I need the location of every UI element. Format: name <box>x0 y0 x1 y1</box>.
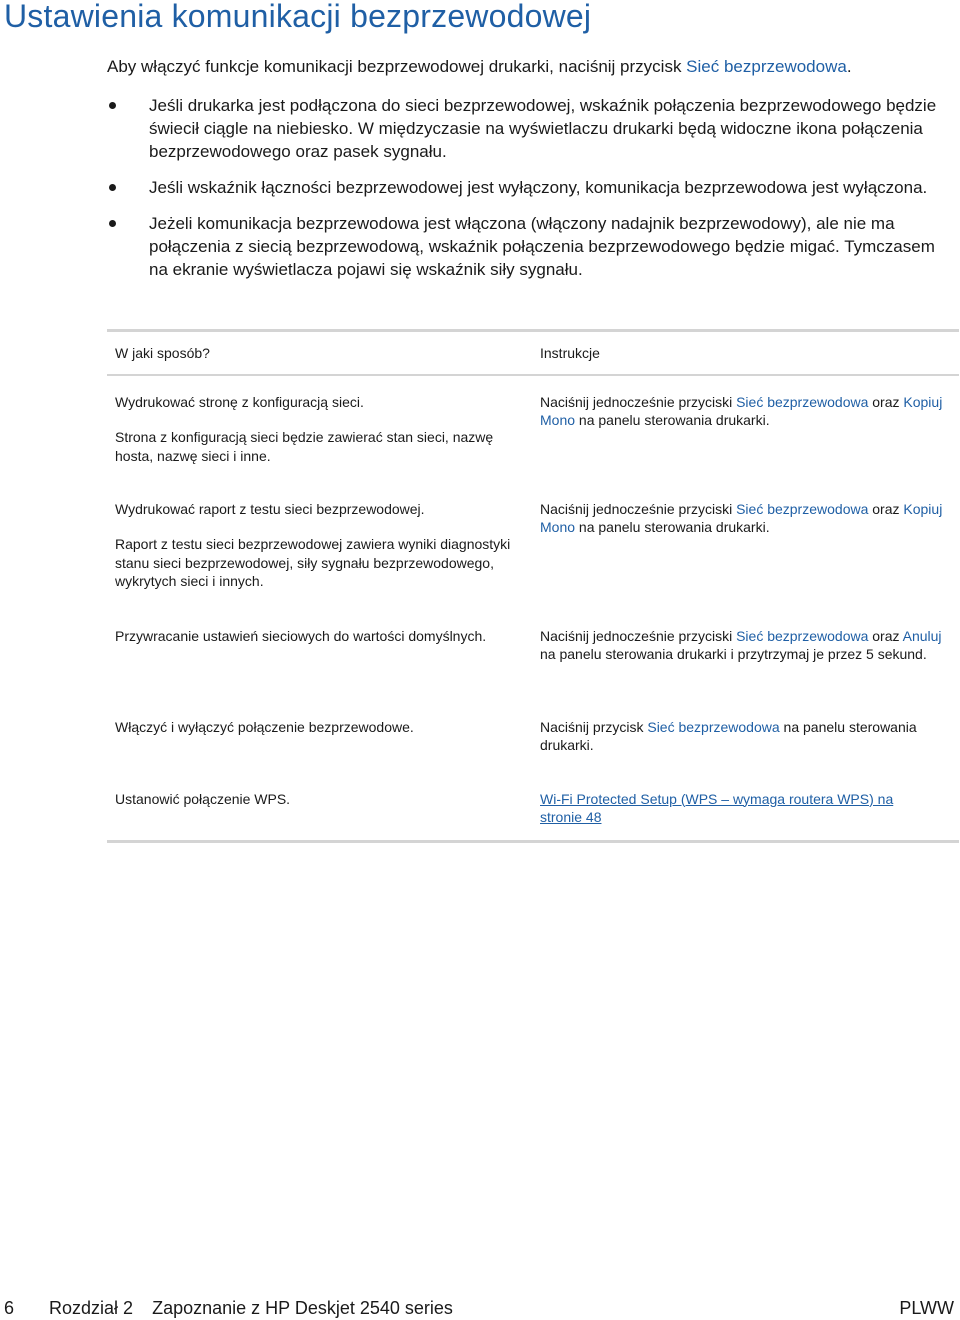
wireless-button-ref: Sieć bezprzewodowa <box>736 500 869 517</box>
intro-paragraph <box>107 56 947 78</box>
intro-end: . <box>846 57 852 76</box>
table-row <box>107 376 959 483</box>
intro-text: Aby włączyć funkcje komunikacji bezprzewodowej drukarki, naciśnij przycisk <box>107 57 687 76</box>
instructions-table <box>107 329 959 843</box>
how-note: Strona z konfiguracją sieci będzie zawierać stan sieci, nazwę hosta, nazwę sieci i inne. <box>115 429 494 464</box>
bullet-icon <box>109 220 116 227</box>
footer-left <box>4 1298 453 1319</box>
page-footer <box>4 1298 954 1319</box>
cell-how <box>107 790 540 840</box>
wireless-button-ref: Sieć bezprzewodowa <box>736 627 869 644</box>
how-text: Włączyć i wyłączyć połączenie bezprzewodowe. <box>115 718 414 735</box>
header-how: W jaki sposób? <box>115 345 210 361</box>
chapter-title: Zapoznanie z HP Deskjet 2540 series <box>152 1298 453 1318</box>
copy-mono-button-ref: Kopiuj Mono <box>540 393 943 428</box>
bullet-text: Jeśli wskaźnik łączności bezprzewodowej jest wyłączony, komunikacja bezprzewodowa jest wyłączona. <box>149 178 928 197</box>
cell-instructions <box>540 627 959 701</box>
how-text: Wydrukować raport z testu sieci bezprzewodowej. <box>115 500 425 517</box>
cell-how <box>107 627 540 701</box>
page-title: Ustawienia komunikacji bezprzewodowej <box>4 0 592 34</box>
instruction-text <box>540 500 953 537</box>
bullet-icon <box>109 184 116 191</box>
cell-how <box>107 500 540 610</box>
wireless-button-ref: Sieć bezprzewodowa <box>686 57 847 76</box>
instruction-part: na panelu sterowania drukarki. <box>540 718 917 753</box>
cell-instructions <box>540 790 959 840</box>
cell-how <box>107 718 540 772</box>
table-row <box>107 610 959 701</box>
wireless-button-ref: Sieć bezprzewodowa <box>736 393 869 410</box>
instruction-part: oraz <box>868 500 904 517</box>
instruction-part: na panelu sterowania drukarki i przytrzymaj je przez 5 sekund. <box>540 646 927 662</box>
locale-code: PLWW <box>899 1298 954 1318</box>
bullet-item <box>107 94 952 163</box>
cell-instructions <box>540 393 959 483</box>
bullet-item <box>107 176 952 199</box>
how-text: Wydrukować stronę z konfiguracją sieci. <box>115 393 364 410</box>
header-instructions: Instrukcje <box>540 345 600 361</box>
instruction-part: Naciśnij jednocześnie przyciski <box>540 500 737 517</box>
cancel-button-ref: Anuluj <box>902 627 942 644</box>
table-header <box>107 332 959 376</box>
cell-how <box>107 393 540 483</box>
cell-instructions <box>540 718 959 772</box>
instruction-part: na panelu sterowania drukarki. <box>575 519 770 535</box>
copy-mono-button-ref: Kopiuj Mono <box>540 500 943 535</box>
instruction-text <box>540 627 953 664</box>
chapter-label: Rozdział 2 <box>49 1298 134 1318</box>
table-row <box>107 772 959 840</box>
instruction-text <box>540 790 920 827</box>
wps-setup-link[interactable]: Wi-Fi Protected Setup (WPS – wymaga routera WPS) na stronie 48 <box>540 790 894 825</box>
how-text: Ustanowić połączenie WPS. <box>115 790 291 807</box>
bullet-text: Jeżeli komunikacja bezprzewodowa jest włączona (włączony nadajnik bezprzewodowy), ale nie ma połączenia z siecią bezprzewodową, wskaźnik połączenia bezprzewodowego będzie migać. Tymczasem na ekranie wyświetlacza pojawi się wskaźnik siły sygnału. <box>149 214 935 279</box>
instruction-part: oraz <box>868 627 903 644</box>
page-number: 6 <box>4 1298 15 1318</box>
bullet-item <box>107 212 952 281</box>
bullet-list <box>107 94 952 294</box>
instruction-part: na panelu sterowania drukarki. <box>575 412 770 428</box>
instruction-part: Naciśnij jednocześnie przyciski <box>540 627 737 644</box>
instruction-part: oraz <box>868 393 904 410</box>
wireless-button-ref: Sieć bezprzewodowa <box>647 718 780 735</box>
cell-instructions <box>540 500 959 610</box>
how-note: Raport z testu sieci bezprzewodowej zawiera wyniki diagnostyki stanu sieci bezprzewodowej, siły sygnału bezprzewodowego, wykrytych sieci i innych. <box>115 536 511 589</box>
table-row <box>107 483 959 610</box>
how-text: Przywracanie ustawień sieciowych do wartości domyślnych. <box>115 627 487 644</box>
instruction-text <box>540 718 953 755</box>
bullet-icon <box>109 102 116 109</box>
instruction-part: Naciśnij przycisk <box>540 718 648 735</box>
table-row <box>107 701 959 772</box>
bullet-text: Jeśli drukarka jest podłączona do sieci bezprzewodowej, wskaźnik połączenia bezprzewodowego będzie świecił ciągle na niebiesko. W międzyczasie na wyświetlaczu drukarki będą widoczne ikona połączenia bezprzewodowego oraz pasek sygnału. <box>149 96 937 161</box>
instruction-part: Naciśnij jednocześnie przyciski <box>540 393 737 410</box>
instruction-text <box>540 393 953 430</box>
